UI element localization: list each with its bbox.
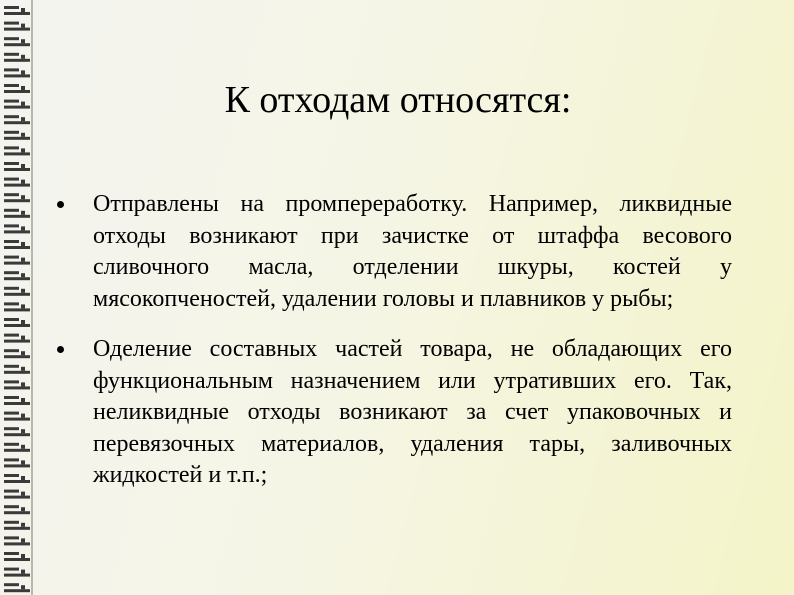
binding-ring [4,37,30,46]
bullet-text: Оделение составных частей товара, не обладающих его функциональным назначением или утративших его. Так, неликвидные отходы возникают за счет упаковочных и перевязочных материалов, удаления тары, заливочных жидкостей и т.п.; [93,336,732,488]
binding-ring [4,412,30,421]
binding-ring [4,302,30,311]
bullet-list [56,189,732,492]
binding-ring [4,146,30,155]
binding-ring [4,53,30,62]
binding-ring [4,131,30,140]
binding-ring [4,427,30,436]
binding-ring [4,287,30,296]
binding-ring [4,256,30,265]
bullet-dot-icon [57,201,64,208]
bullet-text: Отправлены на промпереработку. Например, ликвидные отходы возникают при зачистке от штаффа весового сливочного масла, отделении шкуры, костей у мясокопченостей, удалении головы и плавников у рыбы; [93,191,732,312]
binding-ring [4,178,30,187]
binding-ring [4,6,30,15]
binding-ring [4,443,30,452]
bullet-item [56,189,732,315]
bullet-item [56,334,732,492]
binding-ring [4,521,30,530]
binding-ring [4,318,30,327]
binding-ring [4,22,30,31]
binding-ring [4,349,30,358]
binding-ring [4,458,30,467]
binding-ring [4,552,30,561]
binding-ring [4,193,30,202]
binding-ring [4,209,30,218]
binding-ring [4,224,30,233]
binding-ring [4,365,30,374]
bullet-dot-icon [57,346,64,353]
binding-ring [4,536,30,545]
binding-ring [4,334,30,343]
binding-ring [4,568,30,577]
binding-ring [4,490,30,499]
binding-ring [4,162,30,171]
binding-ring [4,380,30,389]
binding-ring [4,271,30,280]
binding-ring [4,396,30,405]
slide-title: К отходам относятся: [224,79,572,121]
binding-ring [4,240,30,249]
binding-ring [4,583,30,592]
binding-ring [4,505,30,514]
binding-ring [4,68,30,77]
binding-ring [4,474,30,483]
